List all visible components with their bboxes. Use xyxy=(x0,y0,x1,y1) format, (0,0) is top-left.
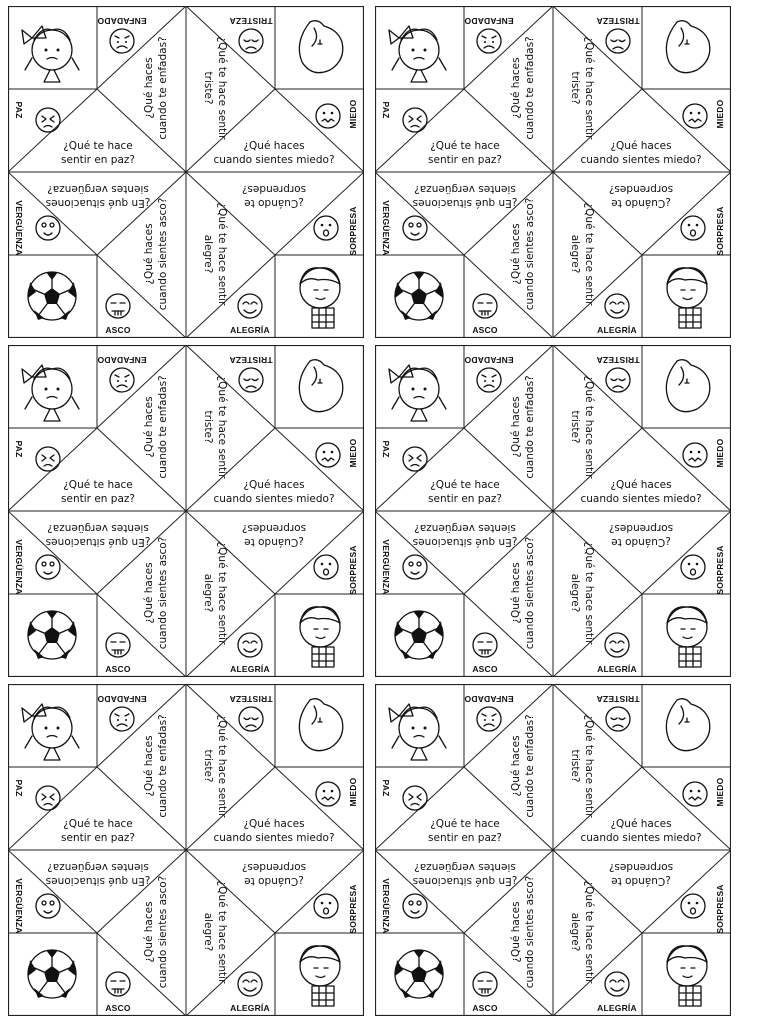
label-alegria: ALEGRÍA xyxy=(597,1003,637,1013)
question-line: alegre? xyxy=(202,912,214,952)
question-line: sorprendes? xyxy=(608,861,674,873)
question-line: cuando sientes miedo? xyxy=(213,832,335,844)
question-line: cuando sientes miedo? xyxy=(580,154,702,166)
question-line: ¿Qué te hace sentir xyxy=(583,880,595,984)
question-line: ¿Qué te hace xyxy=(430,140,500,152)
label-paz: PAZ xyxy=(381,101,391,119)
question-line: ¿Qué haces xyxy=(143,223,155,285)
question-line: triste? xyxy=(569,71,581,105)
question-line: sentir en paz? xyxy=(61,832,135,844)
label-sorpresa: SORPRESA xyxy=(348,545,358,595)
label-sorpresa: SORPRESA xyxy=(715,545,725,595)
question-line: ¿Qué te hace xyxy=(430,818,500,830)
question-line: ¿En qué situaciones xyxy=(45,875,151,887)
question-line: ¿Qué te hace sentir xyxy=(583,714,595,818)
question-line: ¿En qué situaciones xyxy=(412,875,518,887)
question-line: ¿Qué haces xyxy=(510,223,522,285)
question-line: ¿Qué haces xyxy=(143,396,155,458)
question-line: cuando sientes asco? xyxy=(524,875,536,989)
label-tristeza: TRISTEZA xyxy=(596,355,640,365)
label-miedo: MIEDO xyxy=(348,438,358,468)
question-line: ¿Qué te hace sentir xyxy=(583,375,595,479)
question-line: alegre? xyxy=(569,573,581,613)
question-line: cuando sientes asco? xyxy=(524,197,536,311)
label-asco: ASCO xyxy=(105,1003,131,1013)
label-sorpresa: SORPRESA xyxy=(348,206,358,256)
question-line: sentir en paz? xyxy=(61,154,135,166)
question-line: ¿Qué haces xyxy=(510,735,522,797)
question-line: ¿Qué te hace xyxy=(430,479,500,491)
label-verguenza: VERGÜENZA xyxy=(381,200,391,256)
label-alegria: ALEGRÍA xyxy=(230,1003,270,1013)
question-line: ¿Qué haces xyxy=(143,735,155,797)
question-line: ¿Qué haces xyxy=(510,57,522,119)
question-line: cuando te enfadas? xyxy=(157,375,169,479)
question-line: cuando sientes asco? xyxy=(157,875,169,989)
question-line: sentir en paz? xyxy=(428,154,502,166)
label-miedo: MIEDO xyxy=(715,99,725,129)
question-line: triste? xyxy=(202,749,214,783)
question-line: triste? xyxy=(569,749,581,783)
question-line: ¿Qué haces xyxy=(510,901,522,963)
question-line: ¿Qué te hace sentir xyxy=(216,36,228,140)
question-line: ¿Cuándo te xyxy=(244,875,304,887)
question-line: ¿Qué haces xyxy=(143,901,155,963)
label-sorpresa: SORPRESA xyxy=(715,884,725,934)
question-line: sientes vergüenza? xyxy=(47,522,149,534)
question-line: sientes vergüenza? xyxy=(414,522,516,534)
label-miedo: MIEDO xyxy=(715,438,725,468)
label-enfadado: ENFADADO xyxy=(464,355,514,365)
question-line: ¿Qué te hace sentir xyxy=(216,541,228,645)
question-line: ¿Qué te hace sentir xyxy=(583,202,595,306)
question-line: ¿Qué te hace sentir xyxy=(216,880,228,984)
question-line: cuando te enfadas? xyxy=(157,714,169,818)
question-line: ¿Qué te hace sentir xyxy=(216,714,228,818)
question-line: ¿Cuándo te xyxy=(244,197,304,209)
question-line: ¿Qué haces xyxy=(610,479,672,491)
question-line: cuando sientes miedo? xyxy=(213,493,335,505)
question-line: ¿En qué situaciones xyxy=(412,536,518,548)
question-line: sorprendes? xyxy=(608,183,674,195)
question-line: ¿Qué te hace sentir xyxy=(216,202,228,306)
question-line: cuando sientes miedo? xyxy=(580,832,702,844)
question-line: cuando sientes miedo? xyxy=(580,493,702,505)
fortune-teller-4 xyxy=(375,345,731,677)
question-line: ¿Qué haces xyxy=(610,140,672,152)
question-line: triste? xyxy=(569,410,581,444)
label-miedo: MIEDO xyxy=(348,99,358,129)
question-line: ¿Qué te hace sentir xyxy=(216,375,228,479)
question-line: ¿Qué haces xyxy=(143,57,155,119)
fortune-teller-3 xyxy=(8,345,364,677)
label-paz: PAZ xyxy=(381,440,391,458)
question-line: alegre? xyxy=(202,573,214,613)
fortune-teller-1 xyxy=(8,6,364,338)
question-line: ¿Qué haces xyxy=(243,479,305,491)
question-line: alegre? xyxy=(202,234,214,274)
label-verguenza: VERGÜENZA xyxy=(381,878,391,934)
question-line: sentir en paz? xyxy=(428,832,502,844)
label-tristeza: TRISTEZA xyxy=(229,355,273,365)
label-asco: ASCO xyxy=(472,664,498,674)
label-verguenza: VERGÜENZA xyxy=(14,200,24,256)
question-line: cuando te enfadas? xyxy=(524,714,536,818)
label-asco: ASCO xyxy=(105,325,131,335)
question-line: alegre? xyxy=(569,234,581,274)
label-paz: PAZ xyxy=(381,779,391,797)
question-line: ¿Qué haces xyxy=(610,818,672,830)
question-line: cuando sientes miedo? xyxy=(213,154,335,166)
question-line: ¿Qué haces xyxy=(243,818,305,830)
question-line: triste? xyxy=(202,71,214,105)
label-alegria: ALEGRÍA xyxy=(597,325,637,335)
label-asco: ASCO xyxy=(472,325,498,335)
question-line: sorprendes? xyxy=(608,522,674,534)
label-verguenza: VERGÜENZA xyxy=(14,539,24,595)
label-alegria: ALEGRÍA xyxy=(230,325,270,335)
question-line: sentir en paz? xyxy=(61,493,135,505)
question-line: triste? xyxy=(202,410,214,444)
question-line: ¿Qué haces xyxy=(510,396,522,458)
label-enfadado: ENFADADO xyxy=(97,16,147,26)
question-line: ¿Cuándo te xyxy=(611,875,671,887)
label-sorpresa: SORPRESA xyxy=(715,206,725,256)
question-line: sorprendes? xyxy=(241,861,307,873)
question-line: ¿Qué te hace xyxy=(63,140,133,152)
question-line: cuando sientes asco? xyxy=(524,536,536,650)
question-line: cuando sientes asco? xyxy=(157,197,169,311)
label-paz: PAZ xyxy=(14,101,24,119)
question-line: cuando sientes asco? xyxy=(157,536,169,650)
label-tristeza: TRISTEZA xyxy=(229,694,273,704)
label-enfadado: ENFADADO xyxy=(464,16,514,26)
label-verguenza: VERGÜENZA xyxy=(381,539,391,595)
fortune-teller-5 xyxy=(8,684,364,1016)
question-line: sorprendes? xyxy=(241,183,307,195)
label-enfadado: ENFADADO xyxy=(97,355,147,365)
question-line: sorprendes? xyxy=(241,522,307,534)
label-alegria: ALEGRÍA xyxy=(230,664,270,674)
question-line: sientes vergüenza? xyxy=(414,861,516,873)
question-line: alegre? xyxy=(569,912,581,952)
fortune-teller-2 xyxy=(375,6,731,338)
question-line: ¿En qué situaciones xyxy=(412,197,518,209)
question-line: ¿Qué te hace sentir xyxy=(583,541,595,645)
label-miedo: MIEDO xyxy=(715,777,725,807)
question-line: sentir en paz? xyxy=(428,493,502,505)
fortune-teller-6 xyxy=(375,684,731,1016)
label-asco: ASCO xyxy=(472,1003,498,1013)
question-line: ¿Qué te hace sentir xyxy=(583,36,595,140)
label-enfadado: ENFADADO xyxy=(97,694,147,704)
label-enfadado: ENFADADO xyxy=(464,694,514,704)
label-tristeza: TRISTEZA xyxy=(229,16,273,26)
label-verguenza: VERGÜENZA xyxy=(14,878,24,934)
question-line: ¿Qué haces xyxy=(510,562,522,624)
question-line: sientes vergüenza? xyxy=(414,183,516,195)
question-line: ¿Qué te hace xyxy=(63,479,133,491)
label-miedo: MIEDO xyxy=(348,777,358,807)
question-line: ¿Cuándo te xyxy=(611,536,671,548)
question-line: ¿Cuándo te xyxy=(244,536,304,548)
question-line: cuando te enfadas? xyxy=(524,36,536,140)
label-asco: ASCO xyxy=(105,664,131,674)
question-line: ¿Qué haces xyxy=(143,562,155,624)
question-line: sientes vergüenza? xyxy=(47,183,149,195)
question-line: ¿En qué situaciones xyxy=(45,197,151,209)
label-tristeza: TRISTEZA xyxy=(596,694,640,704)
question-line: ¿Qué haces xyxy=(243,140,305,152)
question-line: ¿Cuándo te xyxy=(611,197,671,209)
question-line: ¿En qué situaciones xyxy=(45,536,151,548)
label-sorpresa: SORPRESA xyxy=(348,884,358,934)
label-alegria: ALEGRÍA xyxy=(597,664,637,674)
question-line: cuando te enfadas? xyxy=(157,36,169,140)
question-line: sientes vergüenza? xyxy=(47,861,149,873)
question-line: cuando te enfadas? xyxy=(524,375,536,479)
label-paz: PAZ xyxy=(14,440,24,458)
label-paz: PAZ xyxy=(14,779,24,797)
question-line: ¿Qué te hace xyxy=(63,818,133,830)
label-tristeza: TRISTEZA xyxy=(596,16,640,26)
